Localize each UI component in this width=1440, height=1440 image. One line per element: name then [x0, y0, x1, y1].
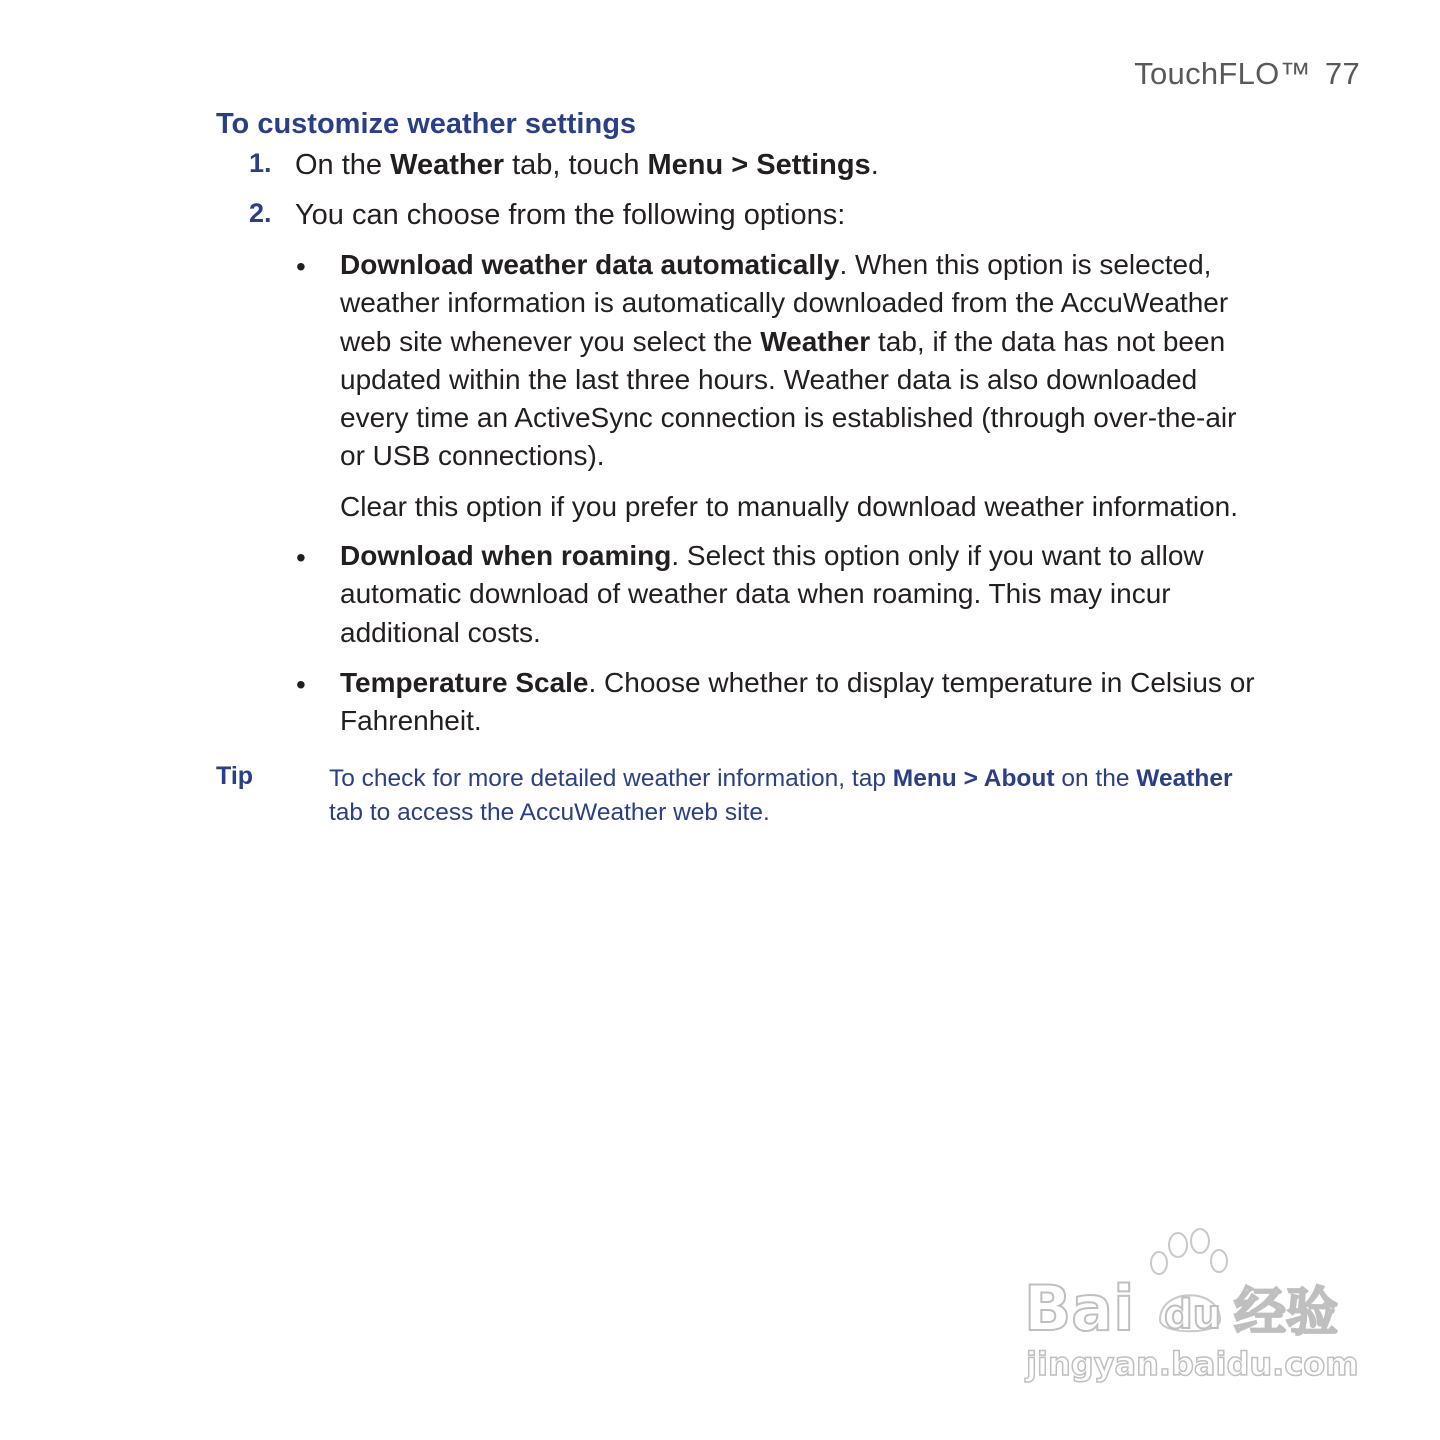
option-note: Clear this option if you prefer to manually download weather information.	[340, 491, 1239, 522]
tip-label: Tip	[216, 762, 254, 790]
svg-text:经验: 经验	[1234, 1283, 1339, 1343]
option-download-roaming: Download when roaming. Select this option only if you want to allow automatic download of weather data when roaming. This may incur additional costs.	[340, 540, 1204, 648]
bullet-icon: •	[296, 542, 306, 573]
svg-text:Bai: Bai	[1024, 1272, 1135, 1345]
section-title: TouchFLO™	[1134, 56, 1311, 91]
weather-tab-ref: Weather	[390, 149, 505, 181]
page-number: 77	[1324, 56, 1360, 91]
svg-text:jingyan.baidu.com: jingyan.baidu.com	[1026, 1345, 1359, 1383]
option-download-automatically: Download weather data automatically. When this option is selected, weather information is automatically downloaded from the AccuWeather web site whenever you select the Weather tab, if the data has not been updated within the last three hours. Weather data is also downloaded every time an ActiveSync connection is established (through over-the-air or USB connections).	[340, 249, 1237, 472]
option-temperature-scale: Temperature Scale. Choose whether to display temperature in Celsius or Fahrenheit.	[340, 667, 1255, 737]
tip-text: To check for more detailed weather information, tap Menu > About on the Weather tab to access the AccuWeather web site.	[329, 765, 1233, 826]
menu-settings-ref: Menu > Settings	[647, 149, 871, 181]
page-header	[1134, 56, 1360, 92]
weather-tab-ref: Weather	[1136, 765, 1233, 792]
step-number-2: 2.	[249, 198, 272, 228]
step-text-1: On the Weather tab, touch Menu > Settings.	[295, 149, 879, 181]
menu-about-ref: Menu > About	[892, 765, 1055, 792]
section-heading: To customize weather settings	[216, 108, 637, 140]
weather-tab-ref: Weather	[760, 325, 871, 357]
option-title: Download when roaming	[340, 540, 672, 571]
bullet-icon: •	[296, 669, 306, 700]
bullet-icon: •	[296, 251, 306, 282]
baidu-watermark-logo	[1020, 1225, 1360, 1385]
option-title: Temperature Scale	[340, 667, 589, 698]
step-text-2: You can choose from the following options:	[295, 199, 846, 231]
svg-text:du: du	[1164, 1292, 1222, 1338]
step-number-1: 1.	[249, 148, 272, 178]
option-title: Download weather data automatically	[340, 249, 840, 280]
